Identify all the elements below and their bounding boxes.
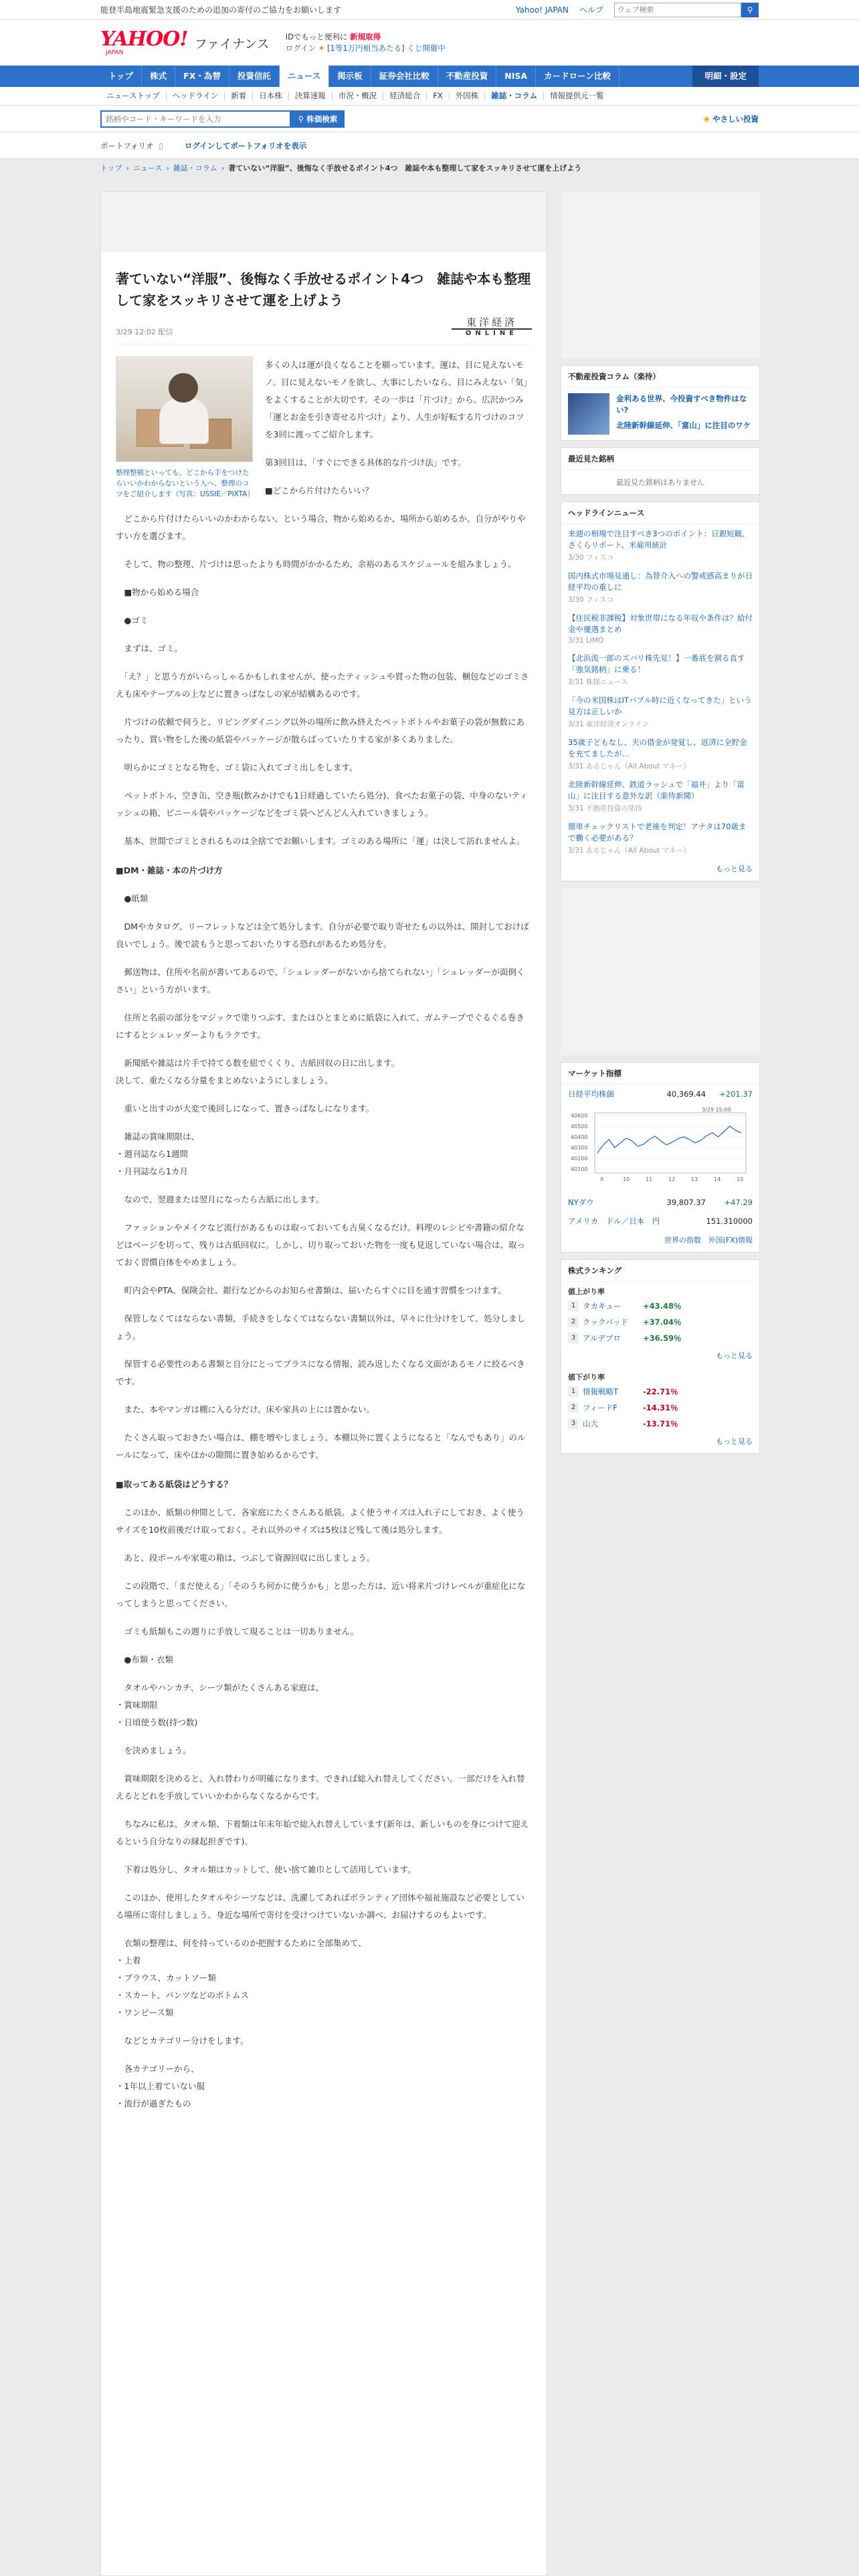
world-index-link[interactable]: 世界の指数 [664, 1236, 702, 1245]
headline-item[interactable]: 来週の相場で注目すべき3つのポイント：日銀短観、さくらリポート、米雇用統計 3/30 フィスコ [568, 529, 750, 562]
body-paragraph: たくさん取っておきたい場合は、棚を増やしましょう。本棚以外に置くようになると「なんでもあり」のルールになって、床やほかの隙間に置き始めるからです。 [116, 1432, 526, 1460]
body-paragraph: 保管する必要性のある書類と自分にとってプラスになる情報、読み返したくなる文面があるモノに絞るべきです。 [116, 1359, 525, 1386]
rank-down-more[interactable]: もっと見る [716, 1437, 753, 1446]
recent-stocks-card [561, 447, 760, 495]
rank-down-label: 値下がり率 [568, 1373, 605, 1382]
portfolio-login-link[interactable]: ログインしてポートフォリオを表示 [184, 140, 307, 150]
article [101, 252, 547, 2129]
body-paragraph: まずは、ゴミ。 [116, 643, 183, 653]
article-body [116, 510, 532, 2113]
body-paragraph: 新聞紙や雑誌は片手で持てる数を紐でくくり、古紙回収の日に出します。 決して、重たくなる分量をまとめないようにしましょう。 [116, 1058, 400, 1085]
y-tick-label: 40300 [571, 1145, 588, 1151]
x-tick-label: 13 [691, 1176, 698, 1182]
stock-search-button[interactable]: ⚲ 株価検索 [291, 110, 345, 128]
rank-row[interactable]: 3 アルデプロ +36.59％ [561, 1330, 759, 1346]
body-paragraph: 下着は処分し、タオル類はカットして、使い捨て雑巾として活用しています。 [116, 1864, 416, 1874]
nav-stocks[interactable]: 株式 [142, 66, 175, 87]
sidebar-ad [561, 191, 760, 358]
nav-fx[interactable]: FX・為替 [175, 66, 229, 87]
body-paragraph: ちなみに私は、タオル類、下着類は年末年始で総入れ替えしています(新年は、新しいものを身につけて迎えるという自分なりの縁起担ぎです)。 [116, 1819, 529, 1846]
stock-search-row [0, 106, 859, 132]
ad-slot [101, 192, 547, 252]
article-image[interactable] [116, 356, 253, 462]
rank-row[interactable]: 2 クックパッド +37.04％ [561, 1314, 759, 1330]
breadcrumb-item[interactable]: トップ [100, 164, 122, 173]
rank-row[interactable]: 1 情報戦略T -22.71％ [561, 1384, 759, 1400]
column-title: 不動産投資コラム（楽待） [561, 366, 759, 388]
breadcrumb [0, 159, 859, 177]
disaster-notice-link[interactable]: 能登半島地震緊急支援のための追加の寄付のご協力をお願いします [100, 5, 342, 15]
body-paragraph: 雑誌の賞味期限は、 ・週刊誌なら1週間 ・月刊誌なら1カ月 [116, 1132, 200, 1176]
chevron-right-icon: › [166, 163, 169, 173]
y-tick-label: 40200 [571, 1156, 588, 1162]
nav-board[interactable]: 掲示板 [329, 66, 371, 87]
subnav-item[interactable]: 日本株 [253, 92, 289, 100]
body-paragraph: このほか、紙類の仲間として、各家庭にたくさんある紙袋。よく使うサイズは入れ子にしておき、よく使うサイズを10枚前後だけ取っておく。それ以外のサイズは5枚ほど残して後は処分します。 [116, 1507, 524, 1535]
body-paragraph: 重いと出すのが大変で後回しになって、置きっぱなしになります。 [116, 1103, 375, 1113]
article-column [100, 191, 547, 2576]
chevron-right-icon: › [126, 163, 130, 173]
lead-text [265, 356, 532, 500]
headline-more-link[interactable]: もっと見る [716, 865, 753, 873]
y-tick-label: 40400 [571, 1134, 588, 1140]
ranking-title: 株式ランキング [561, 1260, 759, 1282]
breadcrumb-item[interactable]: ニュース [133, 164, 163, 173]
y-tick-label: 40500 [571, 1123, 588, 1130]
body-paragraph: ●紙類 [116, 893, 149, 903]
body-paragraph: などとカテゴリー分けをします。 [116, 2036, 249, 2046]
headline-item[interactable]: 「今の米国株はITバブル時に近くなってきた」という見方は正しいか 3/31 東洋経済オンライン [568, 695, 752, 728]
nav-realestate[interactable]: 不動産投資 [438, 66, 497, 87]
headline-item[interactable]: 簡単チェックリストで老後を判定！アナタは70歳まで働く必要がある？ 3/31 あるじゃん（All About マネー） [568, 822, 747, 855]
headline-item[interactable]: 【住民税非課税】対象世帯になる年収や条件は？給付金や優遇まとめ 3/31 LIMO [568, 613, 753, 645]
body-paragraph: DMやカタログ、リーフレットなどは全て処分します。自分が必要で取り寄せたもの以外は、開封しておけば良いでしょう。後で読もうと思っておいたりする恐れがあるため処分を。 [116, 922, 529, 949]
body-paragraph: 町内会やPTA、保険会社、銀行などからのお知らせ書類は、届いたらすぐに目を通す習慣をつけます。 [116, 1285, 506, 1295]
search-icon[interactable]: ⚲ [741, 3, 759, 17]
body-paragraph: どこから片付けたらいいのかわからない、という場合、物から始めるか、場所から始めるか、自分がやりやすい方を選びます。 [116, 514, 526, 541]
search-icon: ⚲ [298, 114, 307, 124]
market-links [561, 1230, 759, 1252]
x-tick-label: 11 [646, 1176, 653, 1182]
web-search [614, 3, 759, 17]
nav-funds[interactable]: 投資信託 [229, 66, 280, 87]
x-tick-label: 14 [714, 1176, 721, 1182]
rank-row[interactable]: 1 タカキュー +43.48％ [561, 1298, 759, 1314]
y-tick-label: 40100 [571, 1166, 588, 1172]
body-paragraph: 基本、世間でゴミとされるものは全捨てでお願いします。ゴミのある場所に「運」は決して訪れませんよ。 [116, 836, 525, 846]
lottery-link[interactable]: [1等1万円相当あたる] くじ開催中 [327, 43, 446, 53]
portfolio-label: ポートフォリオ [100, 140, 154, 150]
body-paragraph: ゴミも紙類もこの週りに手放して現ることは一切ありません。 [116, 1626, 359, 1636]
help-link[interactable]: ヘルプ [579, 5, 603, 15]
body-paragraph: 賞味期限を決めると、入れ替わりが明確になります。できれば総入れ替えしてください。一部だけを入れ替えるとどれを手放していいかわからなくなるからです。 [116, 1774, 525, 1801]
headline-item[interactable]: 国内株式市場見通し：為替介入への警戒感高まりが日経平均の重しに 3/30 フィスコ [568, 571, 753, 604]
recent-title: 最近見た銘柄 [561, 448, 759, 470]
section-heading: ■取ってある紙袋はどうする？ [116, 1479, 233, 1489]
nav-top[interactable]: トップ [100, 66, 142, 87]
rank-up-label: 値上がり率 [568, 1287, 605, 1296]
leaf-icon: ❀ [703, 114, 710, 124]
market-title: マーケット指標 [561, 1063, 759, 1085]
sidebar-ad-2 [561, 888, 760, 1055]
x-tick-label: 10 [623, 1176, 630, 1182]
body-paragraph: ■物から始める場合 [116, 587, 199, 597]
body-paragraph: を決めましょう。 [116, 1745, 191, 1755]
body-paragraph: 明らかにゴミとなる物を、ゴミ袋に入れてゴミ出しをします。 [116, 762, 358, 772]
lead-paragraph: 第3回目は、「すぐにできる具体的な片づけ法」です。 [265, 457, 466, 467]
publish-date: 3/29 12:02 配信 [116, 328, 173, 336]
body-paragraph: 住所と名前の部分をマジックで塗りつぶす、またはひとまとめに紙袋に入れて、ガムテープでぐるぐる巻きにするとシュレッダーよりもラクです。 [116, 1012, 524, 1040]
sidebar [561, 191, 760, 1461]
ranking-card [561, 1259, 760, 1454]
subnav-item[interactable]: 外国株 [450, 92, 486, 100]
body-paragraph: このほか、使用したタオルやシーツなどは、洗濯してあればボランティア団体や福祉施設など必要としている場所に寄付しましょう。身近な場所で寄付を受けつけていないか調べ、お届けするのもよいです。 [116, 1893, 525, 1920]
rank-row[interactable]: 3 山大 -13.71％ [561, 1416, 759, 1432]
fx-info-link[interactable]: 外国(FX)情報 [708, 1236, 753, 1245]
global-nav [0, 66, 859, 87]
rank-row[interactable]: 2 フィードF -14.31％ [561, 1400, 759, 1416]
nav-cardloan[interactable]: カードローン比較 [536, 66, 619, 87]
market-card [561, 1062, 760, 1253]
column-thumbnail [568, 393, 609, 435]
web-search-input[interactable] [614, 3, 741, 17]
body-paragraph: 郵送物は、住所や名前が書いてあるので、「シュレッダーがないから捨てられない」「シュレッダーが面倒くさい」という方がいます。 [116, 967, 525, 994]
y-tick-label: 40600 [571, 1113, 588, 1119]
article-lead [116, 356, 532, 500]
body-paragraph: 「え？」と思う方がいらっしゃるかもしれませんが、使ったティッシュや買った物の包装、梱包などのゴミさえも床やテーブルの上などに置きっぱなしの家が結構あるのです。 [116, 671, 529, 699]
signup-link[interactable]: 新規取得 [350, 32, 381, 41]
portfolio-icon: ▯ [159, 140, 163, 150]
nikkei-row[interactable]: 日経平均株価 40,369.44 +201.37 [568, 1089, 753, 1099]
article-figure [116, 356, 253, 500]
top-notice-bar [0, 0, 859, 20]
column-card [561, 365, 760, 441]
yahoo-finance-logo[interactable]: YAHOO! JAPAN ファイナンス [100, 27, 270, 56]
x-tick-label: 12 [668, 1176, 676, 1182]
body-paragraph: タオルやハンカチ、シーツ類がたくさんある家庭は、 ・賞味期限 ・日頃使う数(持つ数) [116, 1683, 324, 1727]
nav-nisa[interactable]: NISA [496, 66, 536, 87]
lead-paragraph: 多くの人は運が良くなることを願っています。運は、目に見えないモノ。目に見えないモノを欲し、大事にしたいなら、目にみえない「気」をよくすることが大切です。その一歩は「片づけ」から。広沢かつみ「運とお金を引き寄せる片づけ」より、人生が好転する片づけのコツを3回に渡ってご紹介します。 [265, 360, 532, 439]
headline-item[interactable]: 北陸新幹線延伸、鉄道ラッシュで「福井」より「富山」に注目する意外な訳（楽待新聞） 3/31 不動産投資の楽待 [568, 780, 745, 813]
headline-title: ヘッドラインニュース [561, 502, 759, 524]
body-paragraph: また、本やマンガは棚に入る分だけ。床や家具の上には置かない。 [116, 1404, 375, 1414]
x-tick-label: 15 [737, 1176, 744, 1182]
chevron-right-icon: › [221, 163, 225, 173]
yahoo-japan-link[interactable]: Yahoo! JAPAN [515, 5, 569, 15]
nav-brokers[interactable]: 証券会社比較 [371, 66, 438, 87]
stock-search-input[interactable] [100, 110, 291, 128]
chart-timestamp: 3/29 15:00 [702, 1107, 731, 1113]
subnav-item[interactable]: 経済総合 [383, 92, 427, 100]
body-paragraph: なので、翌週または翌月になったら古紙に出します。 [116, 1194, 324, 1204]
body-paragraph: この段階で、「まだ使える」「そのうち何かに使うかも」と思った方は、近い将来片づけレベルが重症化になってしまうと思ってください。 [116, 1581, 526, 1608]
easy-invest-link[interactable]: ❀ やさしい投資 [703, 114, 759, 124]
headline-item[interactable]: 35歳子どもなし、夫の借金が発覚し、返済に全貯金を充てましたが… 3/31 あるじゃん（All About マネー） [568, 738, 747, 770]
nikkei-intraday-chart [568, 1106, 753, 1185]
breadcrumb-current: 著ていない“洋服”、後悔なく手放せるポイント4つ 雑誌や本も整理して家をスッキリさせて運を上げよう [228, 164, 582, 173]
portfolio-bar [0, 132, 859, 159]
subnav-item[interactable]: 情報提供元一覧 [550, 91, 604, 100]
body-paragraph: ファッションやメイクなど流行があるものは取っておいても古臭くなるだけ。料理のレシピや書籍の紹介などはページを切って、残りは古紙回収に。しかし、切り取っておいた物を一度も見返していない場合は、取っておく習慣自体をやめましょう。 [116, 1222, 526, 1267]
site-header [0, 20, 859, 66]
subnav-item[interactable]: FX [427, 92, 450, 100]
nav-news[interactable]: ニュース [280, 66, 329, 87]
headline-card [561, 502, 760, 881]
nydow-row[interactable]: NYダウ 39,807.37 +47.29 [568, 1198, 753, 1207]
article-meta [116, 316, 532, 344]
body-paragraph: そして、物の整理、片づけは思ったよりも時間がかかるため、余裕のあるスケジュールを組みましょう。 [116, 559, 516, 569]
lead-paragraph: ■どこから片付けたらいい？ [265, 486, 373, 496]
body-paragraph: ●布類・衣類 [116, 1654, 173, 1665]
lottery-icon: ✦ [318, 43, 325, 53]
body-paragraph: ●ゴミ [116, 615, 149, 625]
subnav-item[interactable]: 新着 [225, 92, 253, 100]
headline-item[interactable]: 【北浜流一郎のズバリ株先見！】一番底を割る直す「強気銘柄」に乗る！ 3/31 株探ニュース [568, 653, 745, 686]
login-link[interactable]: ログイン [285, 43, 316, 53]
x-tick-label: 9 [600, 1176, 604, 1182]
rank-up-more[interactable]: もっと見る [716, 1352, 753, 1360]
subnav-item[interactable]: 市況・概況 [332, 92, 384, 100]
source-logo[interactable]: 東洋経済 ONLINE [452, 316, 532, 337]
usdjpy-row[interactable]: アメリカ ドル／日本 円 151.310000 [568, 1216, 753, 1226]
login-promo: IDでもっと便利に 新規取得 ログイン ✦ [1等1万円相当あたる] くじ開催中 [285, 32, 446, 53]
body-paragraph: 衣類の整理は、何を持っているのか把握するために全部集めて、 ・上着 ・ブラウス、カットソー類 ・スカート、パンツなどのボトムス ・ワンピース類 [116, 1938, 367, 2018]
body-paragraph: ペットボトル、空き缶、空き瓶(飲みかけでも1日経過していたら処分)、食べたお菓子の袋、中身のないティッシュの箱、ビニール袋やパッケージなどをゴミ袋へどんどん入れていきましょう。 [116, 790, 528, 818]
section-heading: ■DM・雑誌・本の片づけ方 [116, 865, 223, 875]
recent-empty: 最近見た銘柄はありません [616, 478, 704, 487]
nav-settings[interactable]: 明細・設定 [692, 66, 759, 87]
article-title: 著ていない“洋服”、後悔なく手放せるポイント4つ 雑誌や本も整理して家をスッキリさせて運を上げよう [116, 271, 531, 308]
subnav-item-magazine[interactable]: 雑誌・コラム [485, 92, 544, 100]
body-paragraph: 片づけの依頼で伺うと、リビングダイニング以外の場所に飲み終えたペットボトルやお菓子の袋が無数にあったり、買い物をした後の紙袋やパッケージが散らばっていたりする家が多くありました。 [116, 717, 525, 744]
subnav-item[interactable]: 決算速報 [289, 92, 332, 100]
image-caption[interactable]: 整理整頓といっても、どこから手をつけたらいいかわからないという人へ、整理のコツをご紹介します（写真：USSIE／PIXTA） [116, 469, 254, 498]
breadcrumb-item[interactable]: 雑誌・コラム [173, 164, 217, 173]
body-paragraph: 保管しなくてはならない書類、手続きをしなくてはならない書類以外は、早々に仕分けをして、処分しましょう。 [116, 1313, 526, 1341]
subnav-item[interactable]: ヘッドライン [167, 92, 225, 100]
column-item[interactable]: 金利ある世界、今投資すべき物件はない? 北陸新幹線延伸、「富山」に注目のワケ [561, 388, 759, 440]
body-paragraph: 各カテゴリーから、 ・1年以上着ていない服 ・流行が過ぎたもの [116, 2064, 205, 2109]
nikkei-chart [561, 1103, 759, 1193]
body-paragraph: あと、段ボールや家電の箱は、つぶして資源回収に出しましょう。 [116, 1553, 375, 1563]
subnav-item[interactable]: ニューストップ [100, 92, 167, 100]
news-subnav [0, 87, 859, 106]
